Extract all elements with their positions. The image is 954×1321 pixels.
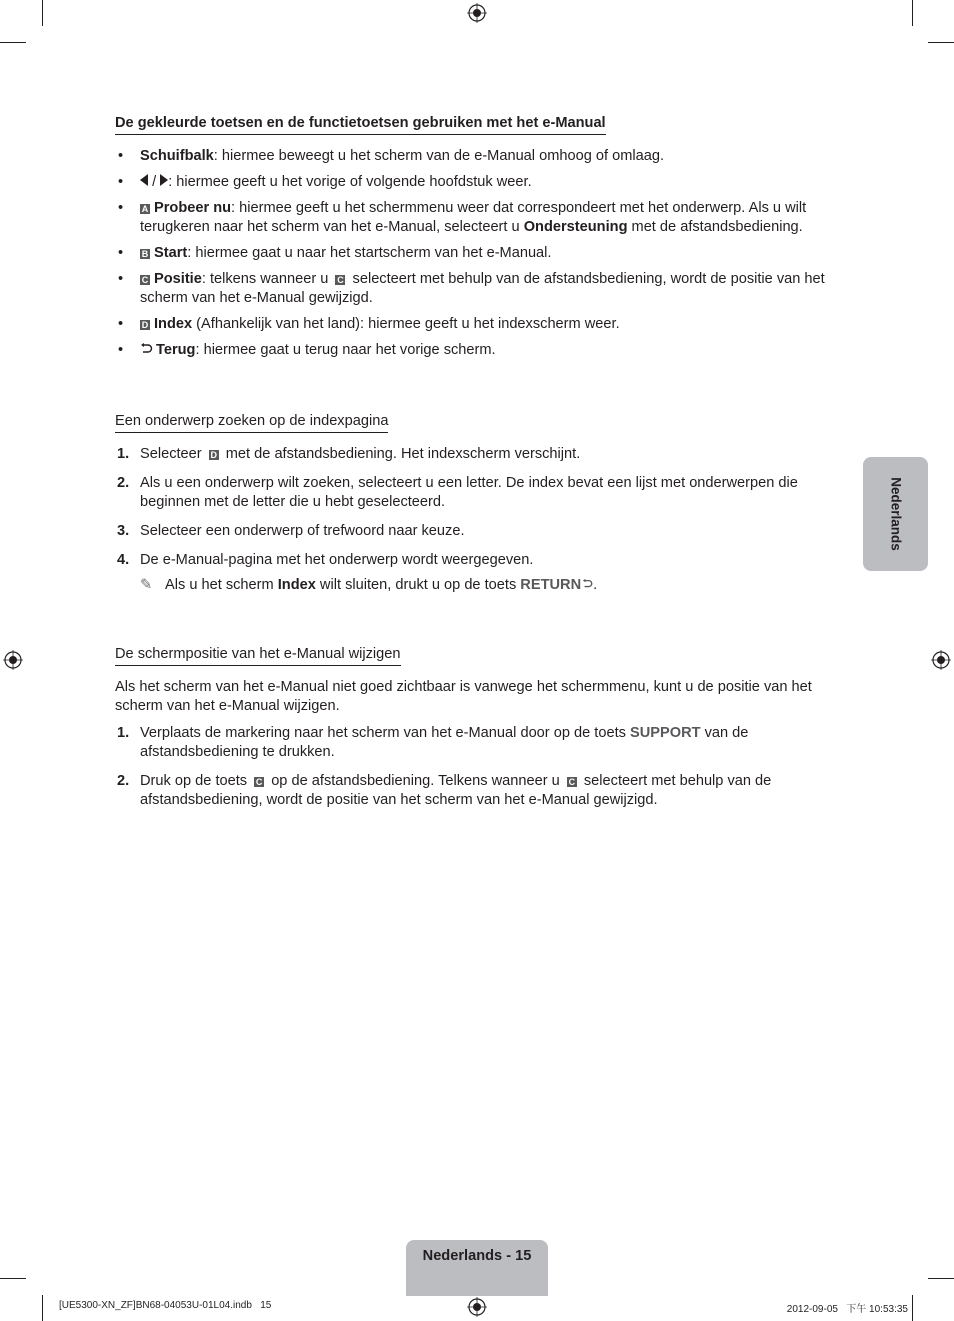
crop-mark	[928, 42, 954, 43]
item-term: Schuifbalk	[140, 148, 214, 164]
list-item	[115, 199, 837, 237]
list-item	[115, 270, 837, 308]
item-text: Druk op de toets	[140, 773, 252, 789]
item-text: : hiermee beweegt u het scherm van de e-Manual omhoog of omlaag.	[213, 148, 665, 164]
arrow-left-icon	[140, 174, 148, 186]
list-item	[115, 551, 837, 595]
item-text: van de afstandsbediening te drukken.	[140, 725, 749, 760]
list-item	[115, 341, 837, 360]
item-term: Positie	[154, 271, 202, 287]
section-heading: De schermpositie van het e-Manual wijzigen	[115, 645, 401, 666]
key-c-icon: C	[568, 777, 576, 787]
item-term: Probeer nu	[154, 200, 232, 216]
item-text: Als u een onderwerp wilt zoeken, selecteert u een letter. De index bevat een lijst met onderwerpen die beginnen met de letter die u hebt geselecteerd.	[140, 475, 798, 510]
index-steps-list	[115, 445, 837, 595]
support-button-label: SUPPORT	[629, 725, 701, 741]
note-text: wilt sluiten, drukt u op de toets	[315, 577, 521, 593]
list-item	[115, 445, 837, 464]
list-item	[115, 474, 837, 512]
crop-mark	[912, 1295, 913, 1321]
item-separator: /	[152, 174, 157, 190]
list-item	[115, 147, 837, 166]
item-text: met de afstandsbediening. Het indexscherm verschijnt.	[221, 446, 581, 462]
note-text: Als u het scherm	[165, 577, 278, 593]
list-item	[115, 244, 837, 263]
key-d-icon: D	[141, 320, 149, 330]
item-text: selecteert met behulp van de afstandsbediening, wordt de positie van het scherm van het e-Manual gewijzigd.	[140, 773, 772, 808]
item-term: Index	[154, 316, 193, 332]
return-button-label: RETURN	[520, 577, 582, 593]
item-text: (Afhankelijk van het land): hiermee geeft u het indexscherm weer.	[192, 316, 620, 332]
key-d-icon: D	[210, 450, 217, 460]
position-steps-list	[115, 724, 837, 810]
registration-mark-icon	[931, 650, 951, 670]
item-term: Terug	[156, 342, 196, 358]
registration-mark-icon	[467, 1297, 487, 1317]
item-text: : hiermee gaat u terug naar het vorige scherm.	[195, 342, 496, 358]
crop-mark	[42, 1295, 43, 1321]
section-intro: Als het scherm van het e-Manual niet goed zichtbaar is vanwege het schermmenu, kunt u de positie van het scherm van het e-Manual wijzigen.	[115, 679, 812, 714]
step-number: 1.	[117, 725, 130, 741]
key-b-icon: B	[141, 249, 149, 259]
registration-mark-icon	[3, 650, 23, 670]
item-text: Selecteer	[140, 446, 206, 462]
step-number: 1.	[117, 446, 130, 462]
step-number: 4.	[117, 552, 130, 568]
item-text: selecteert met behulp van de afstandsbediening, wordt de positie van het scherm van het e-Manual gewijzigd.	[140, 271, 825, 306]
page-number: Nederlands - 15	[406, 1240, 548, 1296]
crop-mark	[0, 42, 26, 43]
crop-mark	[0, 1278, 26, 1279]
item-text: met de afstandsbediening.	[627, 219, 803, 235]
crop-mark	[42, 0, 43, 26]
key-c-icon: C	[141, 275, 149, 285]
item-text: : telkens wanneer u	[201, 271, 333, 287]
crop-mark	[912, 0, 913, 26]
language-side-tab	[863, 457, 928, 571]
step-number: 2.	[117, 475, 130, 491]
item-text: Selecteer een onderwerp of trefwoord naar keuze.	[140, 523, 465, 539]
return-icon	[140, 343, 153, 355]
return-icon	[582, 578, 593, 590]
item-text: op de afstandsbediening. Telkens wanneer u	[267, 773, 564, 789]
side-tab-label: Nederlands	[888, 477, 903, 551]
pencil-icon: ✎	[140, 577, 153, 593]
note-text: .	[593, 577, 598, 593]
list-item	[115, 315, 837, 334]
step-number: 3.	[117, 523, 130, 539]
arrow-right-icon	[160, 174, 168, 186]
list-item	[115, 173, 837, 192]
function-key-list	[115, 147, 837, 360]
item-text: : hiermee gaat u naar het startscherm van het e-Manual.	[187, 245, 552, 261]
footer-file-info: [UE5300-XN_ZF]BN68-04053U-01L04.indb 15	[59, 1300, 272, 1311]
key-a-icon: A	[141, 204, 149, 214]
item-text: De e-Manual-pagina met het onderwerp wordt weergegeven.	[140, 552, 534, 568]
crop-mark	[928, 1278, 954, 1279]
section-heading: De gekleurde toetsen en de functietoetsen gebruiken met het e-Manual	[115, 114, 606, 135]
list-item	[115, 772, 837, 810]
section-heading: Een onderwerp zoeken op de indexpagina	[115, 412, 388, 433]
page-content	[115, 114, 837, 820]
note	[140, 576, 837, 595]
key-c-icon: C	[255, 777, 263, 787]
note-term: Index	[277, 577, 316, 593]
item-text: : hiermee geeft u het schermmenu weer dat correspondeert met het onderwerp. Als u wilt terugkeren naar het scherm van het e-Manual, selecteert u	[140, 200, 807, 235]
item-text: : hiermee geeft u het vorige of volgende hoofdstuk weer.	[168, 174, 532, 190]
registration-mark-icon	[467, 3, 487, 23]
key-c-icon: C	[337, 275, 344, 285]
list-item	[115, 522, 837, 541]
item-term: Ondersteuning	[523, 219, 628, 235]
list-item	[115, 724, 837, 762]
item-text: Verplaats de markering naar het scherm van het e-Manual door op de toets	[140, 725, 630, 741]
footer-timestamp: 2012-09-05 下午 10:53:35	[786, 1304, 908, 1315]
item-term: Start	[154, 245, 188, 261]
step-number: 2.	[117, 773, 130, 789]
